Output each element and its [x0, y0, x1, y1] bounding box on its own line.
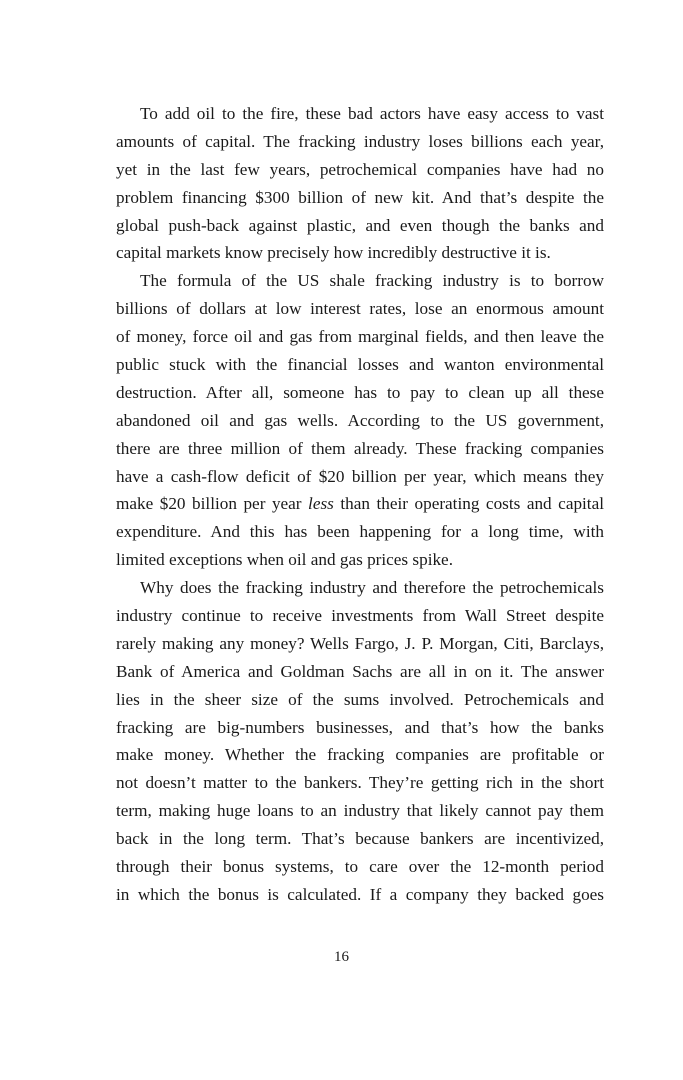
text-line: not doesn’t matter to the bankers. They’re getting rich in the short [116, 773, 604, 793]
text-line: fracking are big-numbers businesses, and that’s how the banks [116, 717, 604, 737]
text-line: expenditure. And this has been happening for a long time, with [116, 522, 604, 542]
text-line: in which the bonus is calculated. If a company they backed goes [116, 884, 604, 904]
text-line: public stuck with the financial losses and wanton environmental [116, 355, 604, 375]
text-line: make $20 billion per year less than their operating costs and capital [116, 494, 604, 514]
text-line: make money. Whether the fracking companies are profitable or [116, 745, 604, 765]
page-number: 16 [334, 949, 349, 965]
text-line: of money, force oil and gas from marginal fields, and then leave the [116, 327, 604, 347]
text-line: have a cash-flow deficit of $20 billion per year, which means they [116, 466, 604, 486]
text-line: rarely making any money? Wells Fargo, J. P. Morgan, Citi, Barclays, [116, 633, 604, 653]
text-line: yet in the last few years, petrochemical companies have had no [116, 159, 604, 179]
text-line: destruction. After all, someone has to pay to clean up all these [116, 382, 604, 402]
text-line: term, making huge loans to an industry that likely cannot pay them [116, 801, 604, 821]
text-line: To add oil to the fire, these bad actors have easy access to vast [140, 104, 604, 123]
text-line: problem financing $300 billion of new kit. And that’s despite the [116, 187, 604, 207]
text-line: billions of dollars at low interest rates, lose an enormous amount [116, 299, 604, 319]
paragraph [116, 267, 604, 574]
text-line: amounts of capital. The fracking industry loses billions each year, [116, 131, 604, 151]
paragraph [116, 100, 604, 267]
text-line: there are three million of them already. These fracking companies [116, 438, 604, 458]
text-line: industry continue to receive investments from Wall Street despite [116, 606, 604, 626]
text-line: The formula of the US shale fracking industry is to borrow [140, 271, 604, 291]
text-line: through their bonus systems, to care over the 12-month period [116, 857, 604, 877]
text-line: abandoned oil and gas wells. According to the US government, [116, 410, 604, 430]
text-line: Why does the fracking industry and therefore the petrochemicals [140, 578, 604, 598]
paragraph [116, 574, 604, 909]
text-line: lies in the sheer size of the sums involved. Petrochemicals and [116, 689, 604, 709]
page-body [116, 100, 604, 909]
text-line: capital markets know precisely how incredibly destructive it is. [116, 243, 551, 263]
text-line: back in the long term. That’s because bankers are incentivized, [116, 829, 604, 849]
text-line: Bank of America and Goldman Sachs are all in on it. The answer [116, 661, 604, 681]
text-line: global push-back against plastic, and even though the banks and [116, 215, 604, 235]
text-line: limited exceptions when oil and gas prices spike. [116, 550, 453, 570]
emphasis: less [308, 494, 334, 514]
